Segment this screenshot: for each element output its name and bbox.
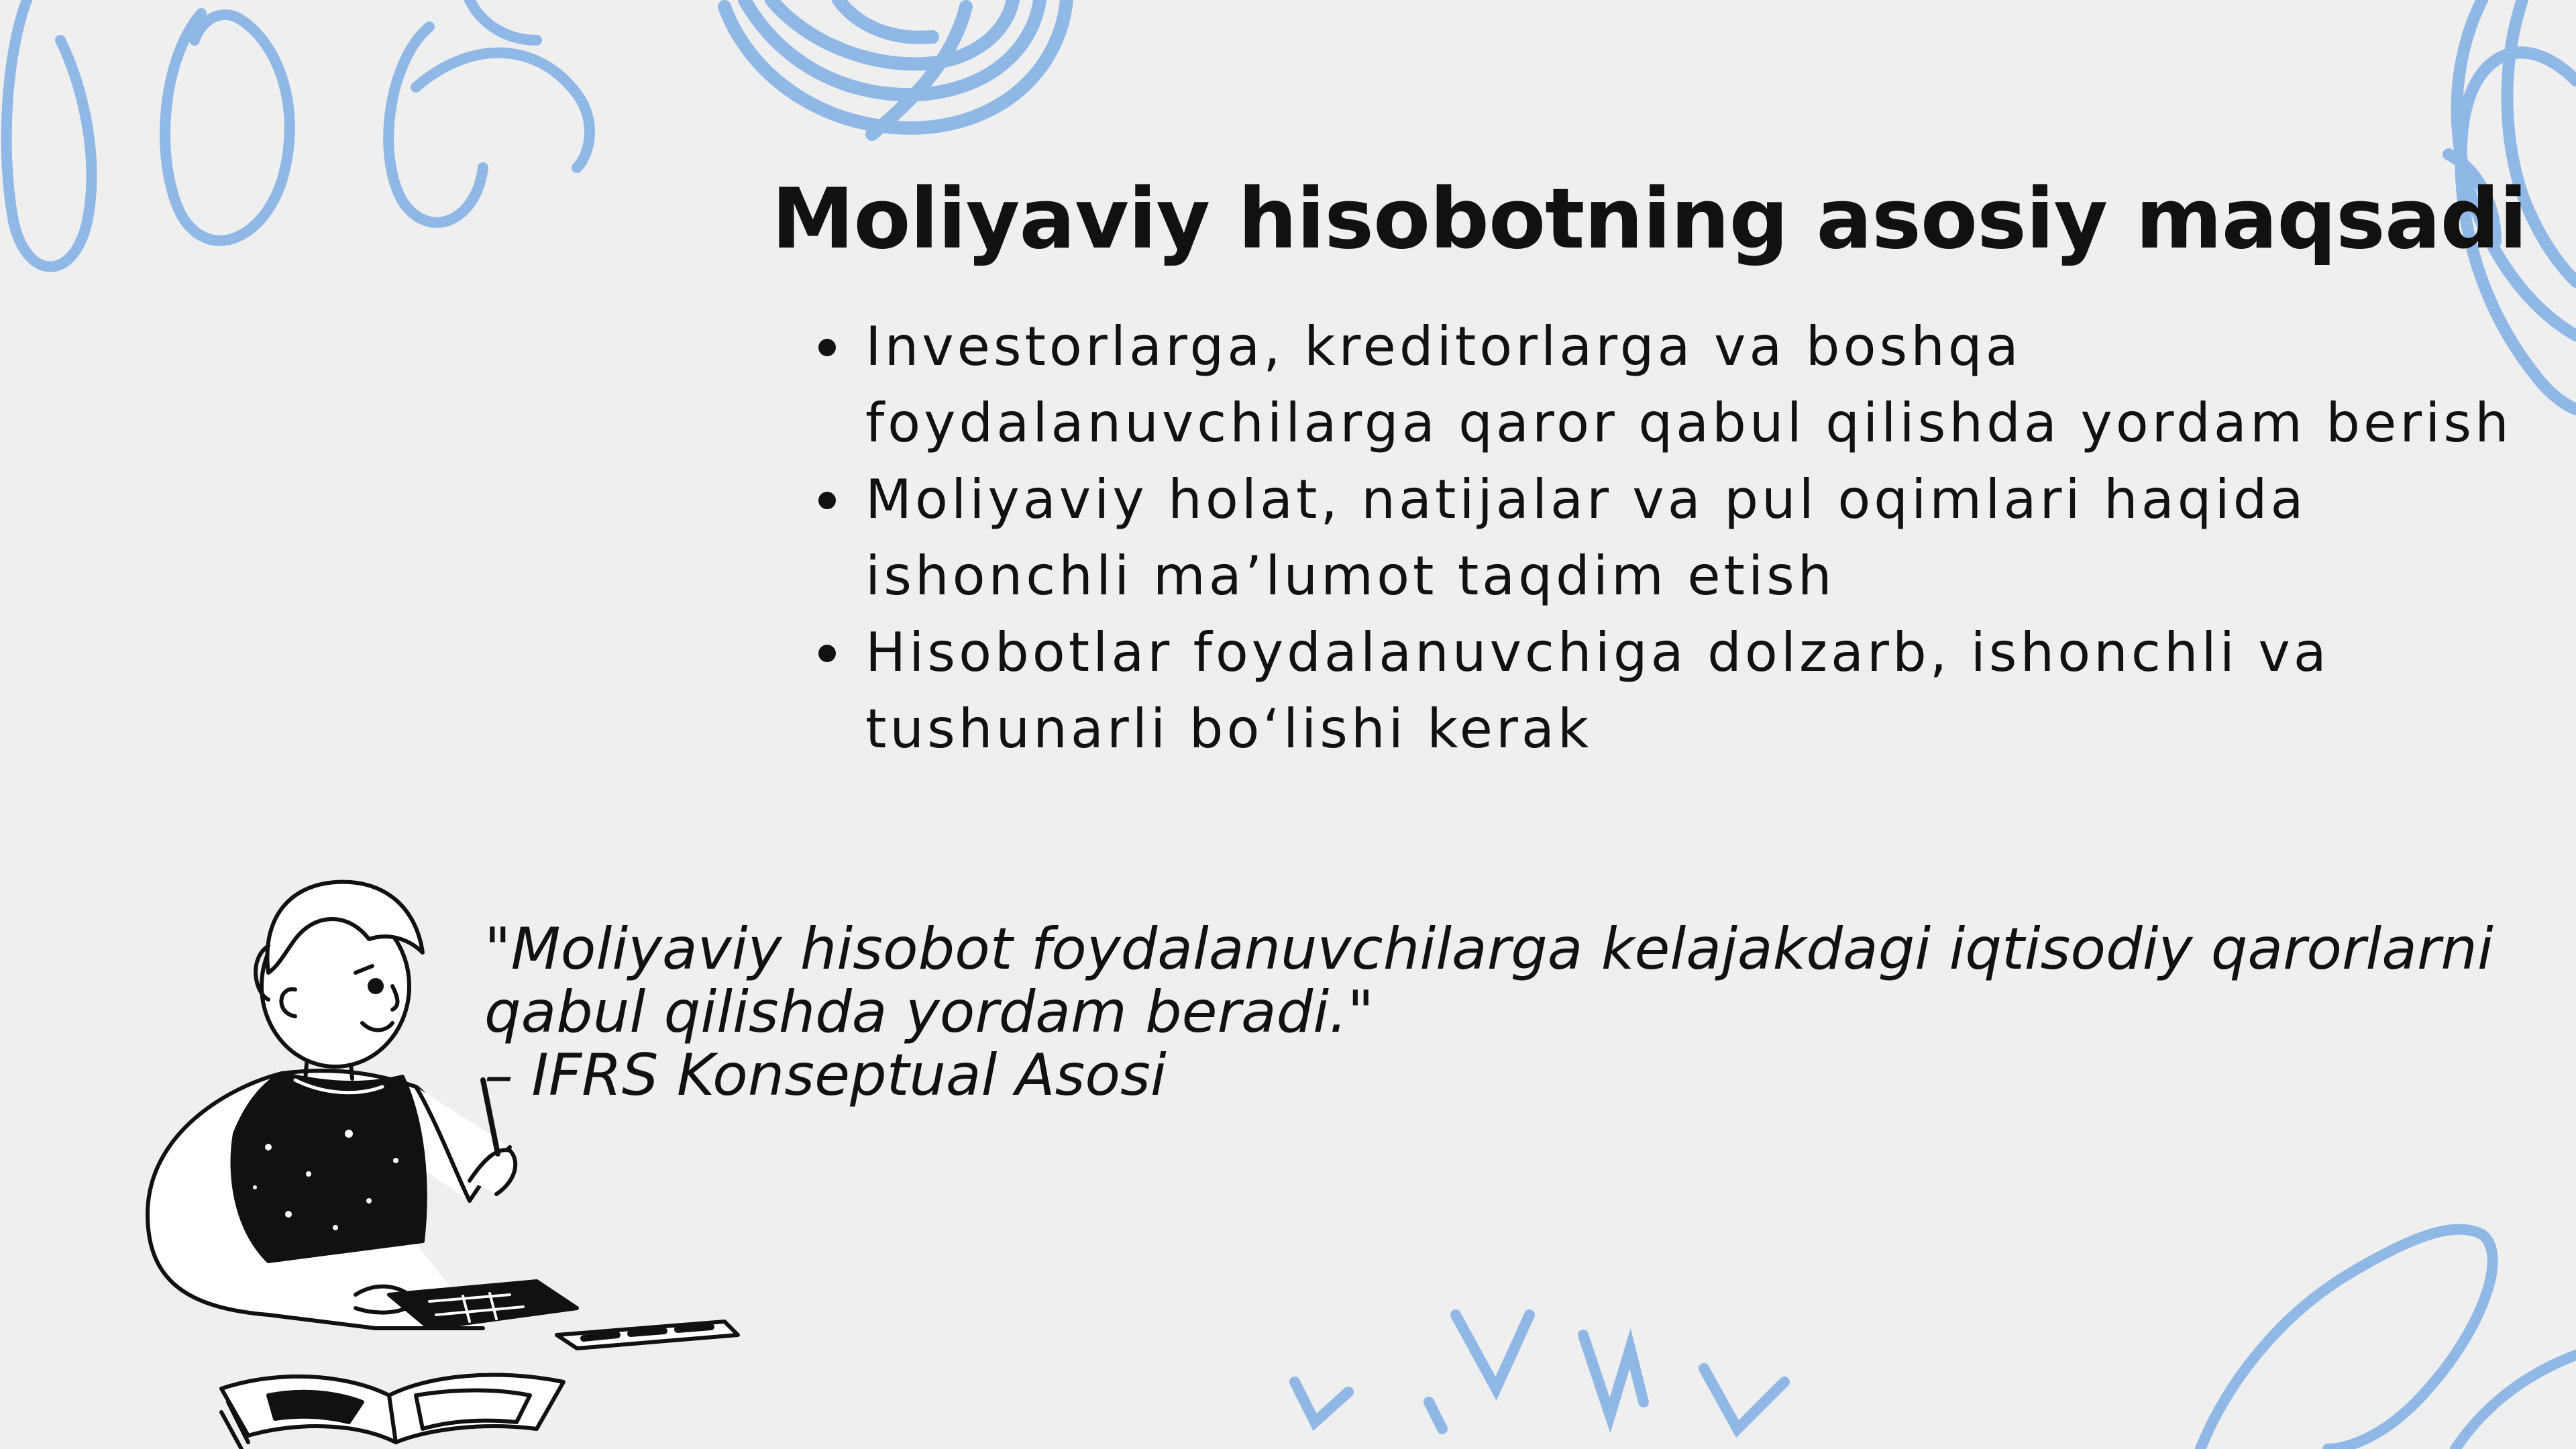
list-item <box>818 614 2536 767</box>
bullet-list <box>818 309 2536 767</box>
bullet-line: tushunarli bo‘lishi kerak <box>865 698 1593 760</box>
bullet-dot-icon <box>818 492 836 509</box>
quote-source: – IFRS Konseptual Asosi <box>484 1042 1167 1109</box>
quote-text-line: qabul qilishda yordam beradi." <box>484 979 1375 1046</box>
check-marks-icon <box>1295 1315 1784 1429</box>
quote-text-line: "Moliyaviy hisobot foydalanuvchilarga kelajakdagi iqtisodiy qarorlarni <box>484 916 2493 983</box>
quote-block <box>484 918 2537 1107</box>
scribble-loops-icon <box>7 0 590 267</box>
bullet-line: foydalanuvchilarga qaror qabul qilishda yordam berish <box>865 392 2512 454</box>
slide-title: Moliyaviy hisobotning asosiy maqsadi <box>771 171 2527 268</box>
bullet-line: Hisobotlar foydalanuvchiga dolzarb, ishonchli va <box>865 621 2330 684</box>
bullet-line: Investorlarga, kreditorlarga va boshqa <box>865 315 2022 378</box>
bullet-dot-icon <box>818 339 836 356</box>
list-item <box>818 462 2536 614</box>
scribble-loop-bottom-icon <box>2200 1230 2576 1449</box>
bullet-line: ishonchli ma’lumot taqdim etish <box>865 545 1835 607</box>
scribble-ball-icon <box>724 0 1067 134</box>
bullet-line: Moliyaviy holat, natijalar va pul oqimlari haqida <box>865 468 2307 531</box>
bullet-dot-icon <box>818 645 836 662</box>
list-item <box>818 309 2536 462</box>
